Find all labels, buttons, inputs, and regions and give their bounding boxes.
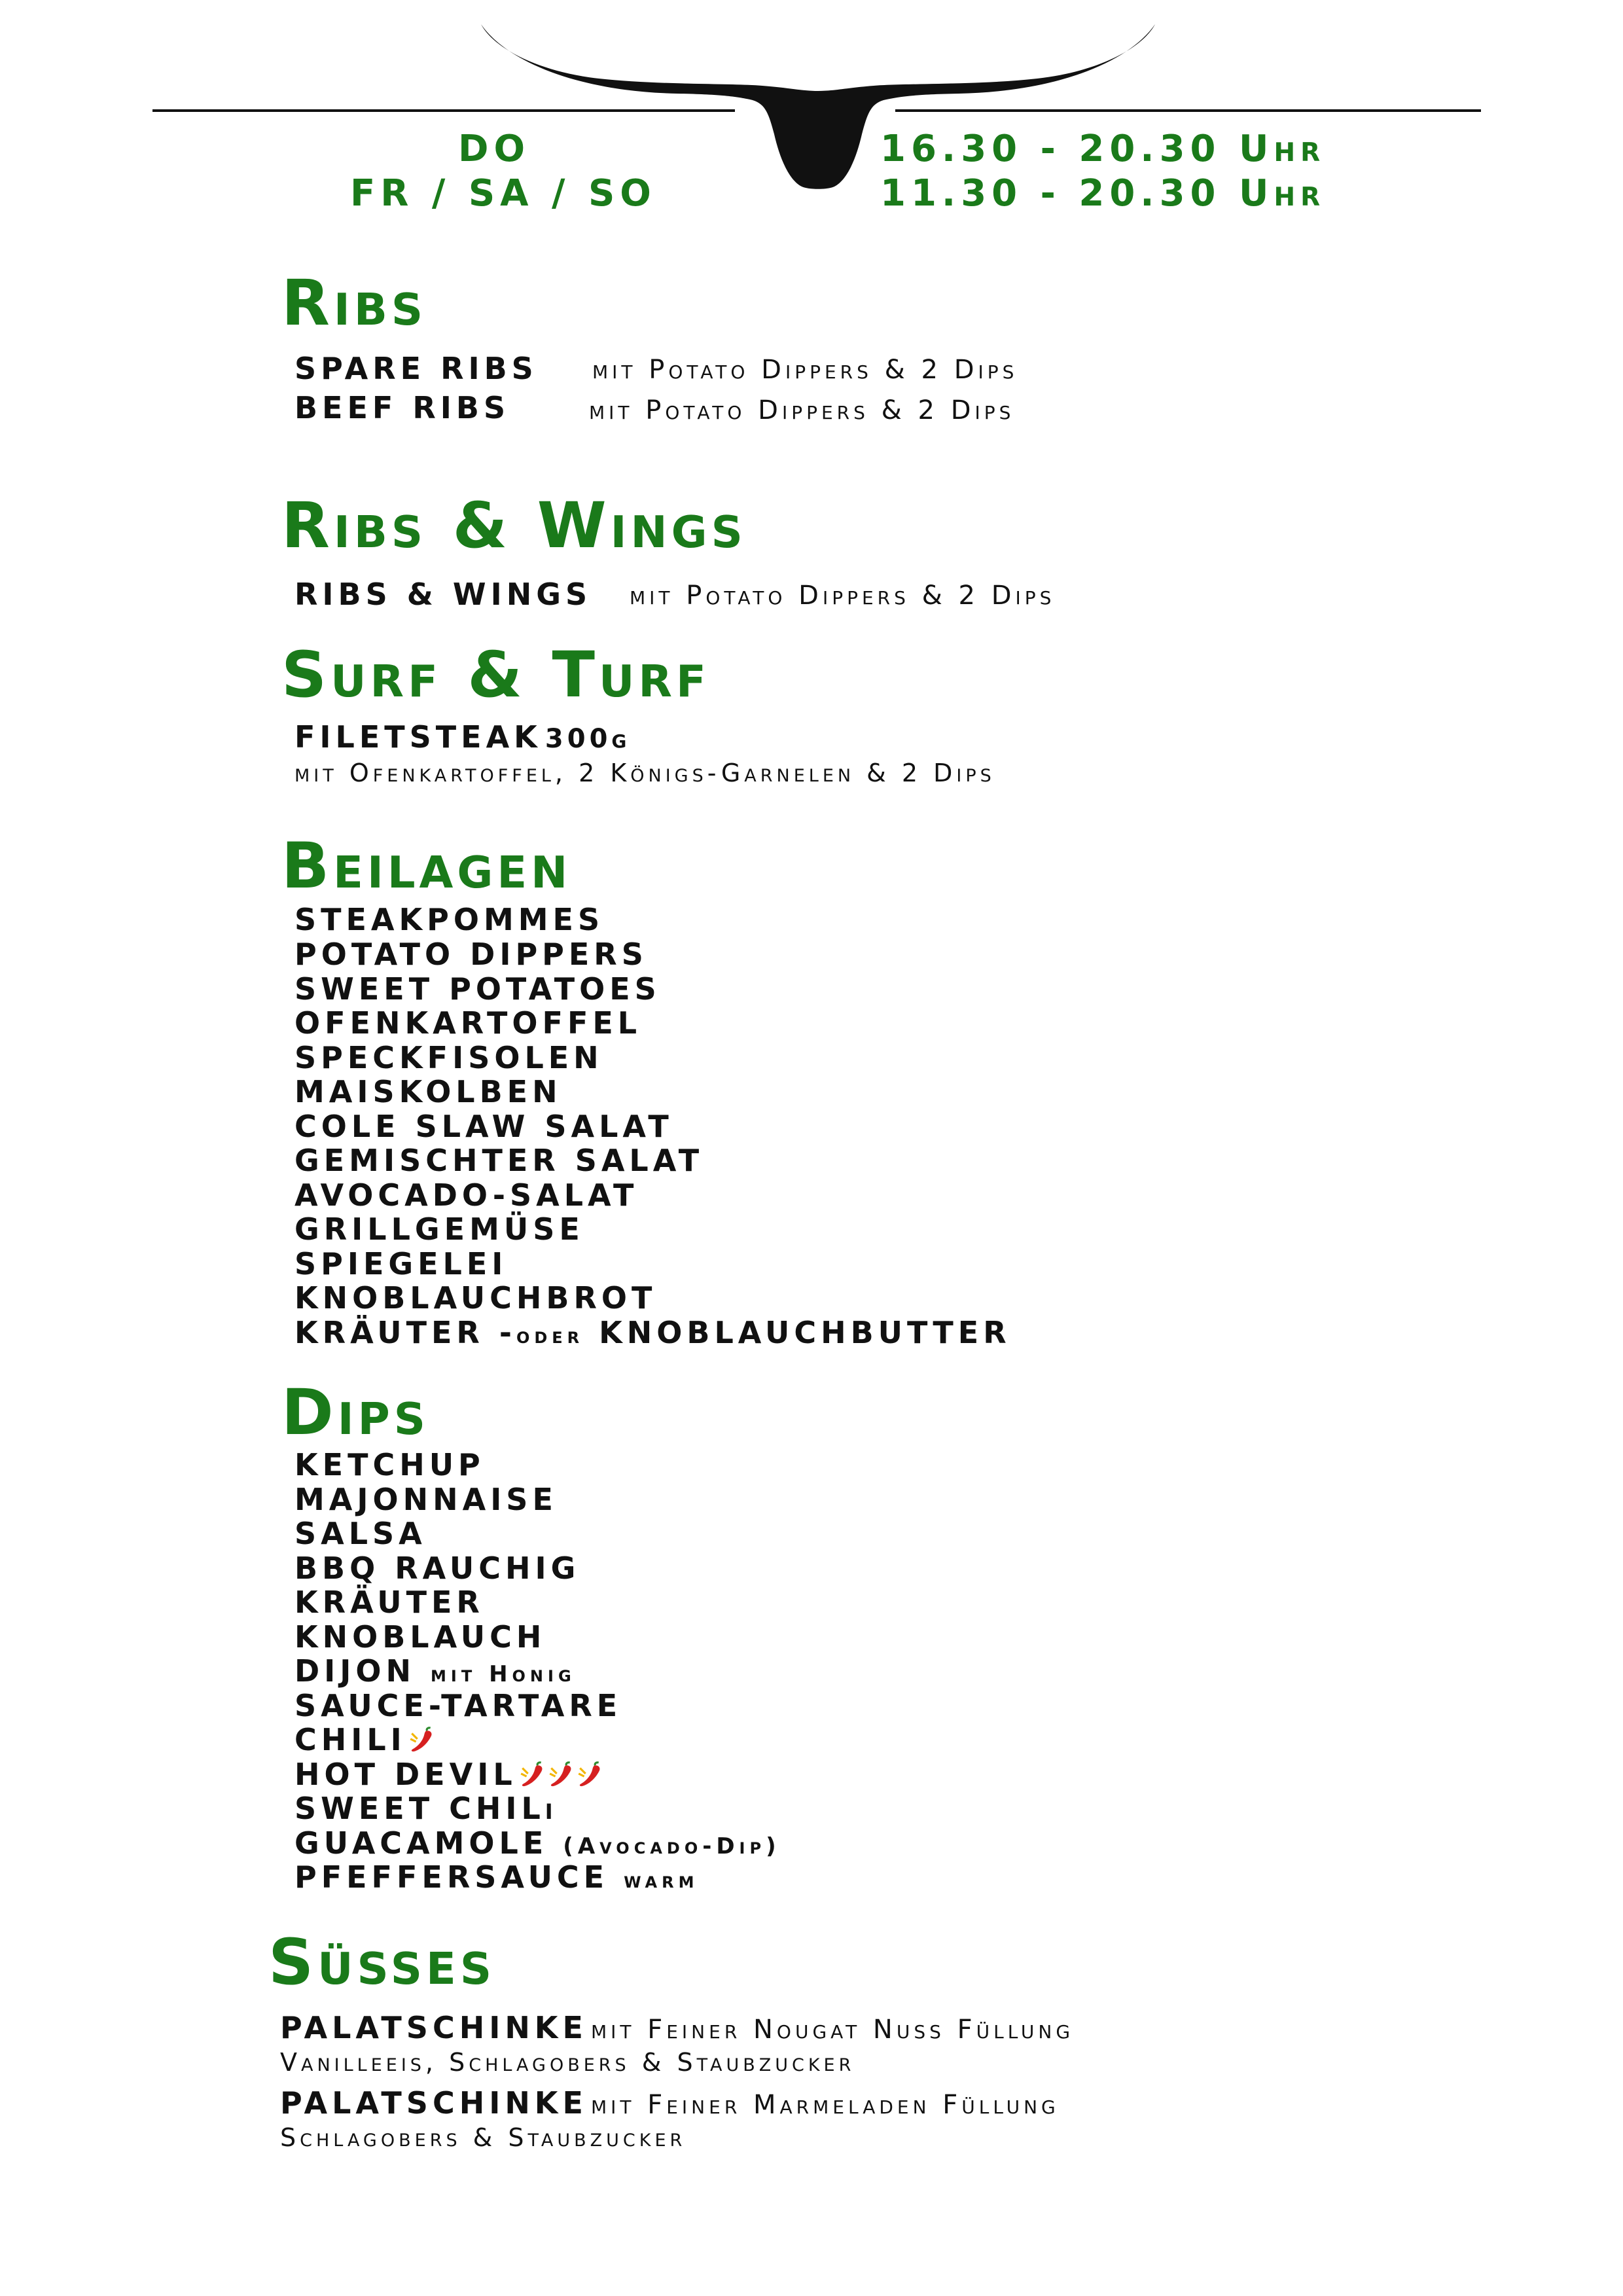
item-desc: mit Feiner Nougat Nuss Füllung: [590, 2015, 1075, 2045]
list-item: KRÄUTER: [294, 1585, 484, 1620]
section-title-surf-turf: Surf & Turf: [281, 638, 710, 711]
list-item: POTATO DIPPERS: [294, 937, 648, 972]
list-item: GRILLGEMÜSE: [294, 1211, 584, 1247]
chili-pepper-icon: [408, 1727, 435, 1754]
item-part: oder: [516, 1323, 584, 1349]
list-item: KNOBLAUCHBROT: [294, 1280, 657, 1316]
list-item: SAUCE-TARTARE: [294, 1688, 622, 1723]
menu-item-ribs-wings: [294, 577, 592, 612]
item-part: CHILI: [294, 1722, 406, 1757]
list-item: [294, 1315, 1011, 1350]
item-part: PFEFFERSAUCE: [294, 1859, 609, 1895]
item-name: PALATSCHINKE: [280, 2010, 588, 2045]
menu-item-palatschinke-marmelade: [280, 2085, 1060, 2121]
section-title-beilagen: Beilagen: [281, 829, 572, 903]
list-item: [294, 1722, 435, 1757]
item-part: mit Honig: [431, 1661, 576, 1687]
list-item: MAISKOLBEN: [294, 1074, 562, 1109]
item-desc: mit Ofenkartoffel, 2 Königs-Garnelen & 2 Dips: [294, 759, 995, 787]
item-sub: Schlagobers & Staubzucker: [280, 2123, 687, 2152]
list-item: SPIEGELEI: [294, 1246, 508, 1282]
opening-hours-1: 16.30 - 20.30 Uhr: [880, 128, 1326, 170]
chili-pepper-icon: [547, 1761, 575, 1789]
item-part: (Avocado-Dip): [563, 1833, 781, 1859]
item-name: RIBS & WINGS: [294, 577, 592, 612]
item-part: GUACAMOLE: [294, 1825, 548, 1861]
item-name: BEEF RIBS: [294, 390, 510, 425]
list-item: OFENKARTOFFEL: [294, 1005, 642, 1041]
list-item: COLE SLAW SALAT: [294, 1109, 673, 1144]
item-name: SPARE RIBS: [294, 351, 538, 386]
list-item: MAJONNAISE: [294, 1482, 558, 1517]
list-item: [294, 1859, 699, 1895]
list-item: GEMISCHTER SALAT: [294, 1143, 704, 1178]
list-item: STEAKPOMMES: [294, 902, 605, 937]
item-name: PALATSCHINKE: [280, 2085, 588, 2121]
list-item: SPECKFISOLEN: [294, 1040, 603, 1075]
list-item: BBQ RAUCHIG: [294, 1551, 580, 1586]
list-item: [294, 1825, 781, 1861]
menu-item-palatschinke-nougat: [280, 2010, 1075, 2045]
menu-item-spare-ribs: [294, 353, 538, 384]
item-name: FILETSTEAK: [294, 719, 542, 755]
opening-hours-2: 11.30 - 20.30 Uhr: [880, 172, 1326, 215]
section-title-ribs-wings: Ribs & Wings: [281, 489, 747, 562]
item-desc: mit Potato Dippers & 2 Dips: [589, 395, 1015, 425]
list-item: SWEET POTATOES: [294, 971, 661, 1007]
chili-pepper-icon: [576, 1761, 603, 1789]
section-title-ribs: Ribs: [281, 266, 427, 340]
list-item: SALSA: [294, 1516, 427, 1551]
list-item: [294, 1653, 576, 1689]
item-part: KRÄUTER -: [294, 1315, 516, 1350]
menu-item-beef-ribs: [294, 390, 510, 425]
menu-item-filetsteak: [294, 719, 631, 755]
opening-days-1: DO: [458, 128, 531, 170]
item-desc: mit Potato Dippers & 2 Dips: [630, 581, 1056, 611]
item-part: warm: [624, 1867, 699, 1893]
section-title-suesses: Süsses: [268, 1926, 496, 1999]
list-item: AVOCADO-SALAT: [294, 1177, 639, 1213]
item-part: DIJON: [294, 1653, 416, 1689]
section-title-dips: Dips: [281, 1376, 429, 1449]
opening-days-2: FR / SA / SO: [350, 172, 656, 215]
list-item: KNOBLAUCH: [294, 1619, 546, 1655]
list-item: SWEET CHILi: [294, 1791, 558, 1826]
list-item: KETCHUP: [294, 1447, 485, 1482]
item-desc: mit Feiner Marmeladen Füllung: [590, 2090, 1060, 2120]
list-item: [294, 1757, 603, 1792]
item-part: HOT DEVIL: [294, 1757, 517, 1792]
item-weight: 300g: [544, 724, 631, 754]
item-sub: Vanilleeis, Schlagobers & Staubzucker: [280, 2048, 855, 2077]
chili-pepper-icon: [518, 1761, 546, 1789]
item-part: KNOBLAUCHBUTTER: [599, 1315, 1011, 1350]
item-desc: mit Potato Dippers & 2 Dips: [592, 355, 1018, 385]
